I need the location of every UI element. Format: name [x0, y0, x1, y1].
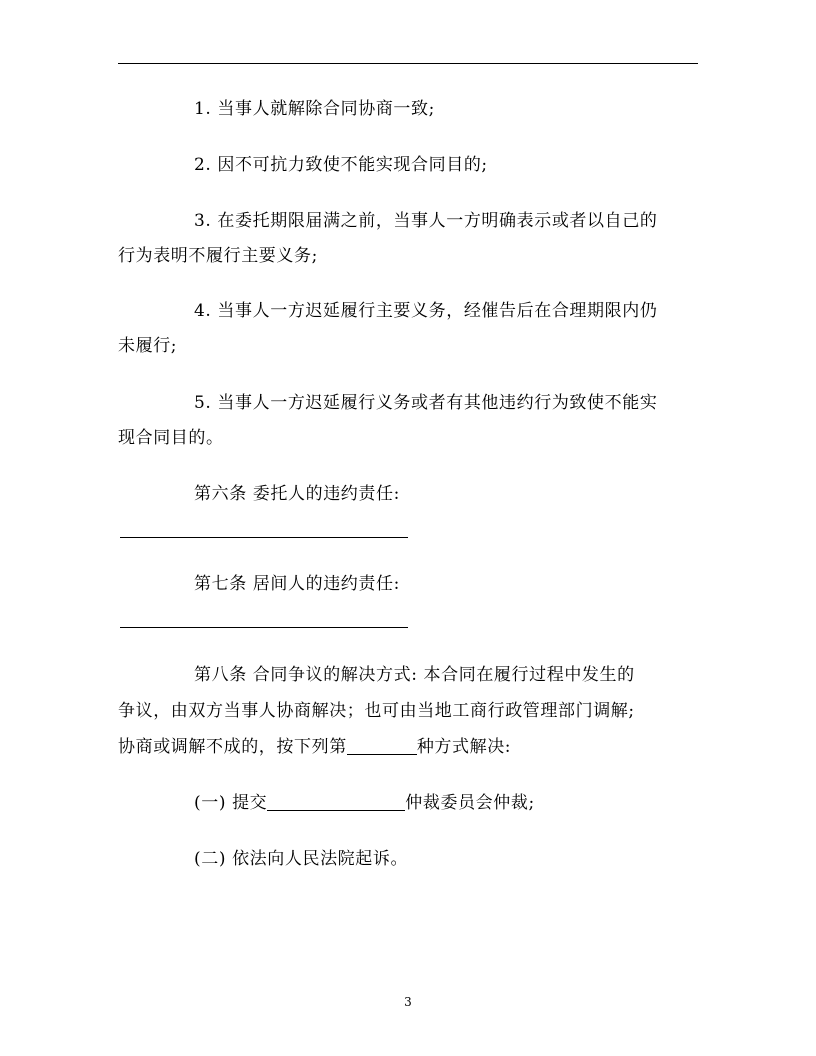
- clause-item-3-line-2: 行为表明不履行主要义务;: [118, 246, 318, 266]
- arbitration-committee-blank[interactable]: [267, 792, 405, 811]
- article-8-line-3-text: 协商或调解不成的，按下列第: [118, 737, 347, 757]
- article-8-line-1: 第八条 合同争议的解决方式: 本合同在履行过程中发生的: [194, 665, 635, 685]
- option-2: (二) 依法向人民法院起诉。: [194, 849, 409, 869]
- option-1-text: (一) 提交: [194, 793, 268, 813]
- article-8-line-3: [118, 736, 511, 758]
- clause-item-2: 2. 因不可抗力致使不能实现合同目的;: [194, 155, 488, 175]
- article-6-heading: 第六条 委托人的违约责任:: [194, 484, 400, 504]
- header-rule: [118, 63, 698, 64]
- clause-item-5-line-1: 5. 当事人一方迟延履行义务或者有其他违约行为致使不能实: [194, 393, 658, 413]
- article-6-blank-line[interactable]: [120, 537, 408, 538]
- clause-item-4-line-2: 未履行;: [118, 336, 178, 356]
- article-7-heading: 第七条 居间人的违约责任:: [194, 574, 400, 594]
- option-1: [194, 792, 535, 814]
- page-number: 3: [404, 995, 412, 1009]
- clause-item-1: 1. 当事人就解除合同协商一致;: [194, 99, 435, 119]
- article-8-line-3-suffix: 种方式解决:: [416, 737, 512, 757]
- method-number-blank[interactable]: [347, 736, 417, 755]
- article-7-blank-line[interactable]: [120, 627, 408, 628]
- option-1-suffix: 仲裁委员会仲裁;: [405, 793, 535, 813]
- clause-item-3-line-1: 3. 在委托期限届满之前，当事人一方明确表示或者以自己的: [194, 211, 658, 231]
- article-8-line-2: 争议，由双方当事人协商解决；也可由当地工商行政管理部门调解;: [118, 701, 635, 721]
- clause-item-4-line-1: 4. 当事人一方迟延履行主要义务，经催告后在合理期限内仍: [194, 301, 658, 321]
- clause-item-5-line-2: 现合同目的。: [118, 428, 224, 448]
